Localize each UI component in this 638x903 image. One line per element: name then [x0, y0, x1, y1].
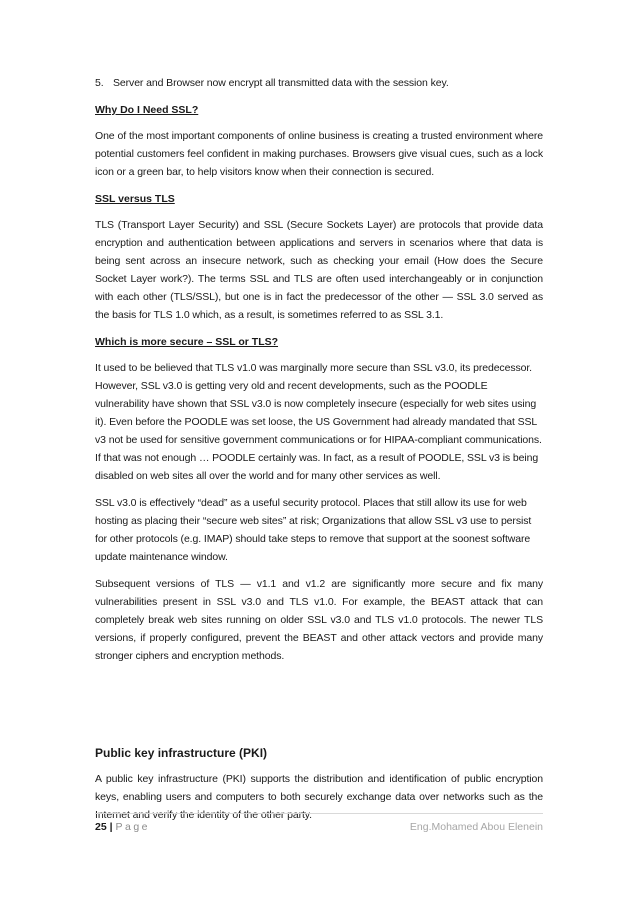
heading-pki: Public key infrastructure (PKI) [95, 746, 268, 760]
list-item-5 [95, 74, 543, 92]
paragraph-pki: A public key infrastructure (PKI) supports the distribution and identification of public encryption keys, enabling users and computers to both securely exchange data over networks such as the Internet and verify the identity of the other party. [95, 773, 543, 821]
footer-author: Eng.Mohamed Abou Elenein [409, 821, 543, 833]
paragraph-ssl-vs-tls: TLS (Transport Layer Security) and SSL (Secure Sockets Layer) are protocols that provide data encryption and authentication between applications and servers in scenarios where that data is being sent across an insecure network, such as checking your email (How does the Secure Socket Layer work?). The terms SSL and TLS are often used interchangeably or in conjunction with each other (TLS/SSL), but one is in fact the predecessor of the other — SSL 3.0 served as the basis for TLS 1.0 which, as a result, is sometimes referred to as SSL 3.1. [95, 219, 543, 321]
document-page [95, 74, 543, 833]
page-label: Page [115, 821, 151, 833]
list-item-number: 5. [95, 77, 104, 89]
heading-more-secure: Which is more secure – SSL or TLS? [95, 336, 279, 348]
heading-why-ssl: Why Do I Need SSL? [95, 104, 199, 116]
page-number: 25 [95, 821, 107, 833]
paragraph-why-ssl: One of the most important components of online business is creating a trusted environment where potential customers feel confident in making purchases. Browsers give visual cues, such as a lock icon or a green bar, to help visitors know when their connection is secured. [95, 130, 543, 178]
list-item-text: Server and Browser now encrypt all transmitted data with the session key. [113, 77, 449, 89]
footer-separator: | [109, 821, 113, 833]
footer-page-indicator [95, 820, 150, 834]
paragraph-more-secure-1: It used to be believed that TLS v1.0 was marginally more secure than SSL v3.0, its predecessor. However, SSL v3.0 is getting very old and recent developments, such as the POODLE vulnerability have shown that SSL v3.0 is now completely insecure (especially for web sites using it). Even before the POODLE was set loose, the US Government had already mandated that SSL v3 not be used for sensitive government communications or for HIPAA-compliant communications. If that was not enough … POODLE certainly was. In fact, as a result of POODLE, SSL v3 is being disabled on web sites all over the world and for many other services as well. [95, 362, 542, 482]
page-footer [95, 813, 543, 834]
section-spacer [95, 674, 543, 744]
paragraph-more-secure-3: Subsequent versions of TLS — v1.1 and v1.2 are significantly more secure and fix many vulnerabilities present in SSL v3.0 and TLS v1.0. For example, the BEAST attack that can completely break web sites running on older SSL v3.0 and TLS v1.0 protocols. The newer TLS versions, if properly configured, prevent the BEAST and other attack vectors and provide many stronger ciphers and encryption methods. [95, 578, 543, 662]
heading-ssl-vs-tls: SSL versus TLS [95, 193, 175, 205]
paragraph-more-secure-2: SSL v3.0 is effectively “dead” as a useful security protocol. Places that still allow its use for web hosting as placing their “secure web sites” at risk; Organizations that allow SSL v3 use to persist for other protocols (e.g. IMAP) should take steps to remove that support at the soonest software update maintenance window. [95, 497, 532, 563]
